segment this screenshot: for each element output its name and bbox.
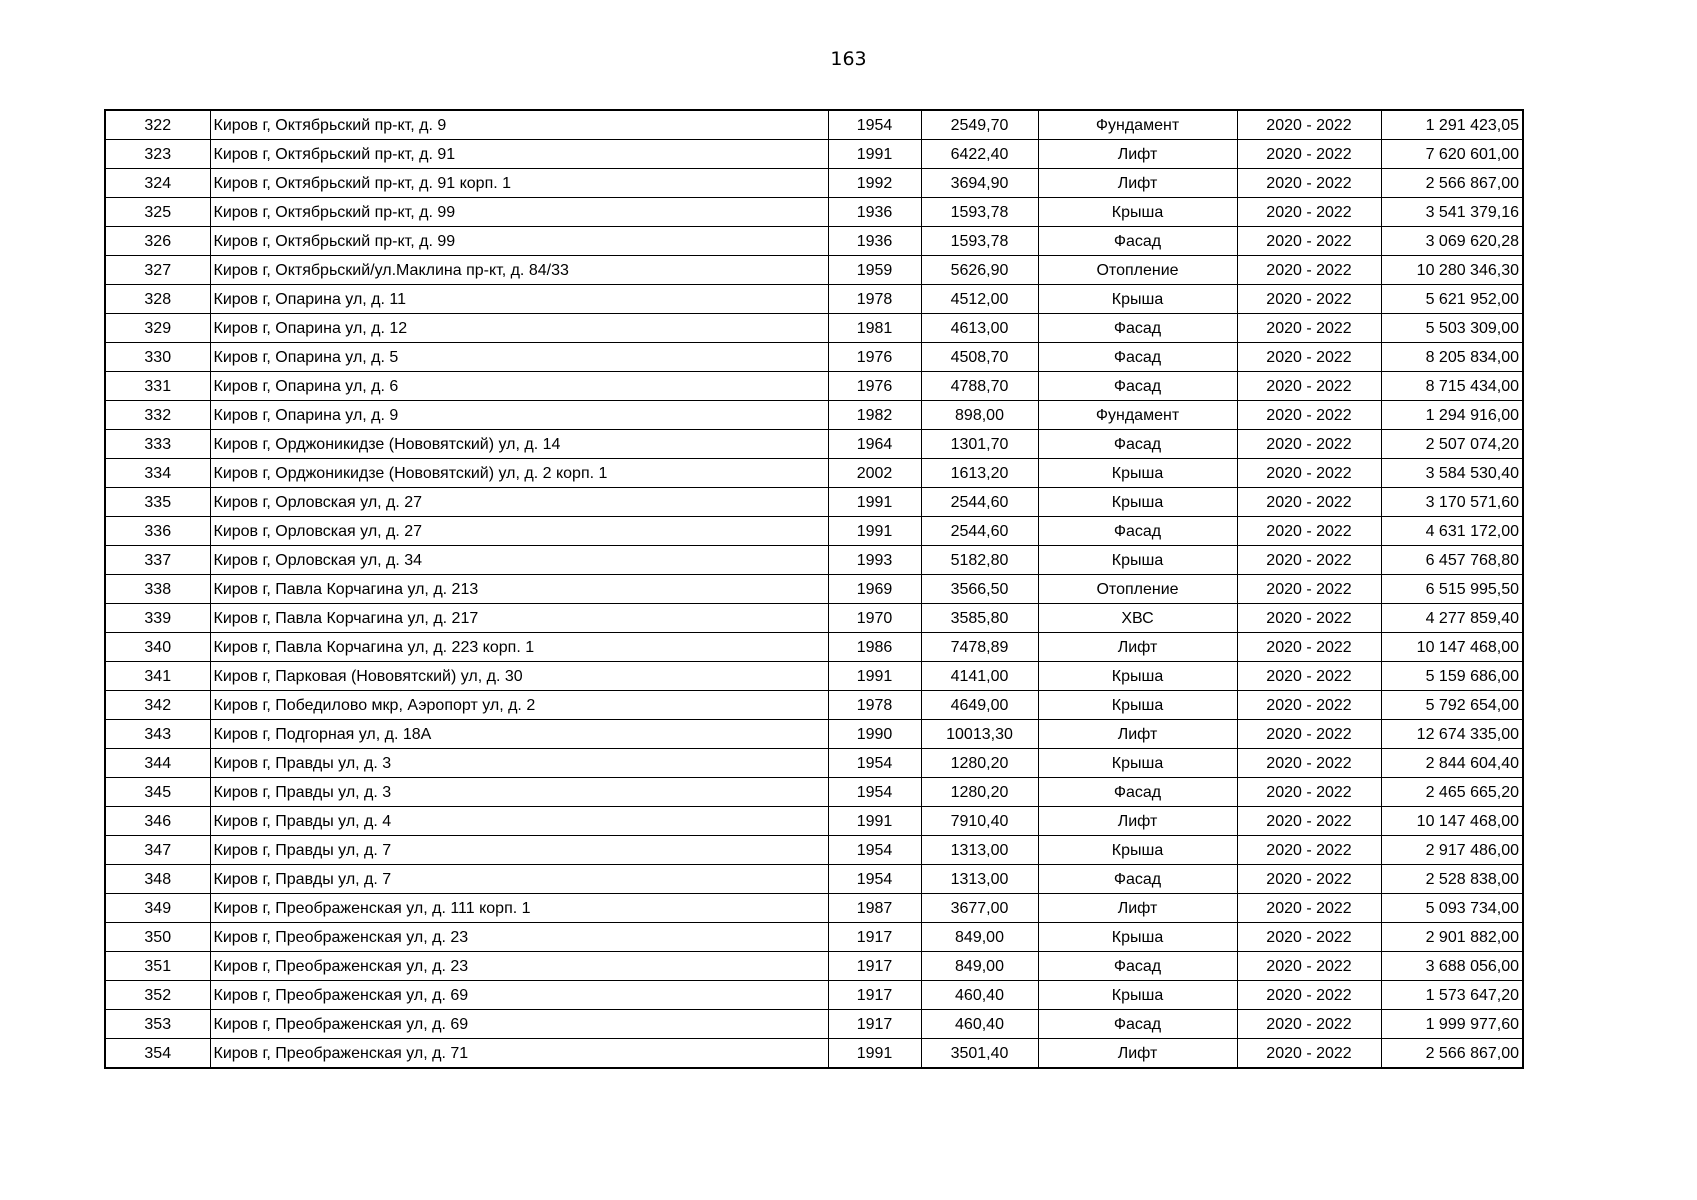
cost-cell: 1 291 423,05 <box>1381 110 1523 140</box>
table-row <box>105 807 1523 836</box>
year-cell: 1959 <box>828 256 921 285</box>
page-number: 163 <box>830 48 867 70</box>
row-number: 326 <box>105 227 210 256</box>
table-row <box>105 343 1523 372</box>
area-cell: 1280,20 <box>921 778 1038 807</box>
year-cell: 1986 <box>828 633 921 662</box>
area-cell: 6422,40 <box>921 140 1038 169</box>
year-cell: 1917 <box>828 952 921 981</box>
work-type-cell: Фундамент <box>1038 110 1237 140</box>
cost-cell: 1 573 647,20 <box>1381 981 1523 1010</box>
work-type-cell: Крыша <box>1038 691 1237 720</box>
work-type-cell: Лифт <box>1038 1039 1237 1069</box>
area-cell: 4613,00 <box>921 314 1038 343</box>
work-type-cell: Фасад <box>1038 227 1237 256</box>
year-cell: 2002 <box>828 459 921 488</box>
row-number: 332 <box>105 401 210 430</box>
period-cell: 2020 - 2022 <box>1237 227 1381 256</box>
year-cell: 1981 <box>828 314 921 343</box>
cost-cell: 5 159 686,00 <box>1381 662 1523 691</box>
cost-cell: 1 294 916,00 <box>1381 401 1523 430</box>
table-row <box>105 285 1523 314</box>
period-cell: 2020 - 2022 <box>1237 401 1381 430</box>
area-cell: 4141,00 <box>921 662 1038 691</box>
area-cell: 3694,90 <box>921 169 1038 198</box>
address-cell: Киров г, Опарина ул, д. 11 <box>210 285 828 314</box>
area-cell: 1313,00 <box>921 836 1038 865</box>
table-row <box>105 749 1523 778</box>
address-cell: Киров г, Опарина ул, д. 6 <box>210 372 828 401</box>
year-cell: 1954 <box>828 778 921 807</box>
cost-cell: 8 715 434,00 <box>1381 372 1523 401</box>
area-cell: 5626,90 <box>921 256 1038 285</box>
period-cell: 2020 - 2022 <box>1237 604 1381 633</box>
address-cell: Киров г, Павла Корчагина ул, д. 213 <box>210 575 828 604</box>
row-number: 327 <box>105 256 210 285</box>
year-cell: 1978 <box>828 285 921 314</box>
year-cell: 1964 <box>828 430 921 459</box>
table-row <box>105 256 1523 285</box>
cost-cell: 1 999 977,60 <box>1381 1010 1523 1039</box>
table-row <box>105 517 1523 546</box>
cost-cell: 2 507 074,20 <box>1381 430 1523 459</box>
row-number: 345 <box>105 778 210 807</box>
work-type-cell: Фасад <box>1038 1010 1237 1039</box>
table-row <box>105 923 1523 952</box>
work-type-cell: Крыша <box>1038 662 1237 691</box>
period-cell: 2020 - 2022 <box>1237 894 1381 923</box>
work-type-cell: Отопление <box>1038 256 1237 285</box>
row-number: 353 <box>105 1010 210 1039</box>
area-cell: 4512,00 <box>921 285 1038 314</box>
address-cell: Киров г, Правды ул, д. 7 <box>210 865 828 894</box>
period-cell: 2020 - 2022 <box>1237 372 1381 401</box>
area-cell: 2544,60 <box>921 488 1038 517</box>
year-cell: 1954 <box>828 110 921 140</box>
year-cell: 1936 <box>828 198 921 227</box>
table-row <box>105 778 1523 807</box>
period-cell: 2020 - 2022 <box>1237 256 1381 285</box>
area-cell: 4508,70 <box>921 343 1038 372</box>
table-row <box>105 488 1523 517</box>
address-cell: Киров г, Преображенская ул, д. 69 <box>210 1010 828 1039</box>
table-row <box>105 110 1523 140</box>
area-cell: 3677,00 <box>921 894 1038 923</box>
address-cell: Киров г, Октябрьский пр-кт, д. 9 <box>210 110 828 140</box>
table-body <box>105 110 1523 1068</box>
work-type-cell: Фасад <box>1038 372 1237 401</box>
period-cell: 2020 - 2022 <box>1237 343 1381 372</box>
period-cell: 2020 - 2022 <box>1237 662 1381 691</box>
table-row <box>105 198 1523 227</box>
row-number: 344 <box>105 749 210 778</box>
cost-cell: 3 584 530,40 <box>1381 459 1523 488</box>
area-cell: 849,00 <box>921 952 1038 981</box>
address-cell: Киров г, Преображенская ул, д. 69 <box>210 981 828 1010</box>
table-row <box>105 662 1523 691</box>
cost-cell: 6 515 995,50 <box>1381 575 1523 604</box>
row-number: 349 <box>105 894 210 923</box>
area-cell: 7478,89 <box>921 633 1038 662</box>
work-type-cell: Лифт <box>1038 140 1237 169</box>
period-cell: 2020 - 2022 <box>1237 198 1381 227</box>
cost-cell: 6 457 768,80 <box>1381 546 1523 575</box>
area-cell: 460,40 <box>921 1010 1038 1039</box>
period-cell: 2020 - 2022 <box>1237 140 1381 169</box>
table-row <box>105 865 1523 894</box>
cost-cell: 5 792 654,00 <box>1381 691 1523 720</box>
period-cell: 2020 - 2022 <box>1237 691 1381 720</box>
cost-cell: 2 901 882,00 <box>1381 923 1523 952</box>
table-row <box>105 314 1523 343</box>
address-cell: Киров г, Октябрьский пр-кт, д. 99 <box>210 198 828 227</box>
table-row <box>105 836 1523 865</box>
row-number: 337 <box>105 546 210 575</box>
period-cell: 2020 - 2022 <box>1237 952 1381 981</box>
cost-cell: 2 465 665,20 <box>1381 778 1523 807</box>
table-row <box>105 227 1523 256</box>
work-type-cell: Крыша <box>1038 749 1237 778</box>
row-number: 339 <box>105 604 210 633</box>
table-row <box>105 894 1523 923</box>
address-cell: Киров г, Опарина ул, д. 12 <box>210 314 828 343</box>
address-cell: Киров г, Преображенская ул, д. 111 корп. 1 <box>210 894 828 923</box>
table-row <box>105 459 1523 488</box>
work-type-cell: Лифт <box>1038 720 1237 749</box>
area-cell: 5182,80 <box>921 546 1038 575</box>
table-row <box>105 430 1523 459</box>
year-cell: 1917 <box>828 1010 921 1039</box>
cost-cell: 10 280 346,30 <box>1381 256 1523 285</box>
work-type-cell: Крыша <box>1038 923 1237 952</box>
work-type-cell: Крыша <box>1038 546 1237 575</box>
period-cell: 2020 - 2022 <box>1237 546 1381 575</box>
area-cell: 3566,50 <box>921 575 1038 604</box>
row-number: 343 <box>105 720 210 749</box>
address-cell: Киров г, Павла Корчагина ул, д. 217 <box>210 604 828 633</box>
period-cell: 2020 - 2022 <box>1237 517 1381 546</box>
period-cell: 2020 - 2022 <box>1237 575 1381 604</box>
work-type-cell: Крыша <box>1038 198 1237 227</box>
area-cell: 460,40 <box>921 981 1038 1010</box>
period-cell: 2020 - 2022 <box>1237 110 1381 140</box>
cost-cell: 2 844 604,40 <box>1381 749 1523 778</box>
period-cell: 2020 - 2022 <box>1237 923 1381 952</box>
year-cell: 1976 <box>828 343 921 372</box>
area-cell: 1593,78 <box>921 198 1038 227</box>
cost-cell: 3 170 571,60 <box>1381 488 1523 517</box>
year-cell: 1991 <box>828 140 921 169</box>
table-row <box>105 952 1523 981</box>
cost-cell: 5 503 309,00 <box>1381 314 1523 343</box>
year-cell: 1976 <box>828 372 921 401</box>
row-number: 323 <box>105 140 210 169</box>
area-cell: 1301,70 <box>921 430 1038 459</box>
row-number: 333 <box>105 430 210 459</box>
table-row <box>105 401 1523 430</box>
period-cell: 2020 - 2022 <box>1237 778 1381 807</box>
period-cell: 2020 - 2022 <box>1237 807 1381 836</box>
cost-cell: 3 069 620,28 <box>1381 227 1523 256</box>
address-cell: Киров г, Опарина ул, д. 9 <box>210 401 828 430</box>
row-number: 329 <box>105 314 210 343</box>
period-cell: 2020 - 2022 <box>1237 459 1381 488</box>
cost-cell: 12 674 335,00 <box>1381 720 1523 749</box>
area-cell: 1280,20 <box>921 749 1038 778</box>
year-cell: 1969 <box>828 575 921 604</box>
work-type-cell: Фасад <box>1038 343 1237 372</box>
address-cell: Киров г, Орловская ул, д. 27 <box>210 517 828 546</box>
year-cell: 1978 <box>828 691 921 720</box>
area-cell: 2544,60 <box>921 517 1038 546</box>
address-cell: Киров г, Орджоникидзе (Нововятский) ул, д. 2 корп. 1 <box>210 459 828 488</box>
row-number: 351 <box>105 952 210 981</box>
work-type-cell: Лифт <box>1038 807 1237 836</box>
row-number: 347 <box>105 836 210 865</box>
period-cell: 2020 - 2022 <box>1237 836 1381 865</box>
work-type-cell: Крыша <box>1038 488 1237 517</box>
area-cell: 849,00 <box>921 923 1038 952</box>
area-cell: 4788,70 <box>921 372 1038 401</box>
period-cell: 2020 - 2022 <box>1237 633 1381 662</box>
table-row <box>105 169 1523 198</box>
address-cell: Киров г, Преображенская ул, д. 23 <box>210 923 828 952</box>
row-number: 335 <box>105 488 210 517</box>
work-type-cell: Фасад <box>1038 952 1237 981</box>
table-row <box>105 604 1523 633</box>
address-cell: Киров г, Опарина ул, д. 5 <box>210 343 828 372</box>
period-cell: 2020 - 2022 <box>1237 1010 1381 1039</box>
work-type-cell: Лифт <box>1038 633 1237 662</box>
period-cell: 2020 - 2022 <box>1237 430 1381 459</box>
table-row <box>105 1039 1523 1069</box>
cost-cell: 7 620 601,00 <box>1381 140 1523 169</box>
row-number: 348 <box>105 865 210 894</box>
row-number: 340 <box>105 633 210 662</box>
area-cell: 2549,70 <box>921 110 1038 140</box>
address-cell: Киров г, Победилово мкр, Аэропорт ул, д. 2 <box>210 691 828 720</box>
address-cell: Киров г, Преображенская ул, д. 71 <box>210 1039 828 1069</box>
table-row <box>105 691 1523 720</box>
table-row <box>105 633 1523 662</box>
row-number: 322 <box>105 110 210 140</box>
row-number: 352 <box>105 981 210 1010</box>
area-cell: 3501,40 <box>921 1039 1038 1069</box>
row-number: 350 <box>105 923 210 952</box>
area-cell: 7910,40 <box>921 807 1038 836</box>
year-cell: 1993 <box>828 546 921 575</box>
year-cell: 1990 <box>828 720 921 749</box>
address-cell: Киров г, Подгорная ул, д. 18А <box>210 720 828 749</box>
cost-cell: 2 528 838,00 <box>1381 865 1523 894</box>
table-row <box>105 1010 1523 1039</box>
area-cell: 898,00 <box>921 401 1038 430</box>
address-cell: Киров г, Октябрьский/ул.Маклина пр-кт, д. 84/33 <box>210 256 828 285</box>
area-cell: 1313,00 <box>921 865 1038 894</box>
work-type-cell: Фасад <box>1038 778 1237 807</box>
period-cell: 2020 - 2022 <box>1237 749 1381 778</box>
cost-cell: 10 147 468,00 <box>1381 807 1523 836</box>
address-cell: Киров г, Павла Корчагина ул, д. 223 корп. 1 <box>210 633 828 662</box>
area-cell: 1613,20 <box>921 459 1038 488</box>
work-type-cell: Крыша <box>1038 459 1237 488</box>
work-type-cell: Лифт <box>1038 169 1237 198</box>
row-number: 334 <box>105 459 210 488</box>
address-cell: Киров г, Правды ул, д. 7 <box>210 836 828 865</box>
row-number: 354 <box>105 1039 210 1069</box>
work-type-cell: Фундамент <box>1038 401 1237 430</box>
cost-cell: 3 541 379,16 <box>1381 198 1523 227</box>
cost-cell: 2 566 867,00 <box>1381 169 1523 198</box>
address-cell: Киров г, Октябрьский пр-кт, д. 91 <box>210 140 828 169</box>
table-row <box>105 575 1523 604</box>
table-row <box>105 981 1523 1010</box>
cost-cell: 2 917 486,00 <box>1381 836 1523 865</box>
period-cell: 2020 - 2022 <box>1237 1039 1381 1069</box>
row-number: 324 <box>105 169 210 198</box>
year-cell: 1954 <box>828 836 921 865</box>
period-cell: 2020 - 2022 <box>1237 720 1381 749</box>
year-cell: 1991 <box>828 1039 921 1069</box>
year-cell: 1992 <box>828 169 921 198</box>
cost-cell: 8 205 834,00 <box>1381 343 1523 372</box>
address-cell: Киров г, Октябрьский пр-кт, д. 91 корп. 1 <box>210 169 828 198</box>
year-cell: 1936 <box>828 227 921 256</box>
year-cell: 1991 <box>828 488 921 517</box>
period-cell: 2020 - 2022 <box>1237 169 1381 198</box>
cost-cell: 5 093 734,00 <box>1381 894 1523 923</box>
period-cell: 2020 - 2022 <box>1237 865 1381 894</box>
period-cell: 2020 - 2022 <box>1237 285 1381 314</box>
work-type-cell: Крыша <box>1038 836 1237 865</box>
cost-cell: 3 688 056,00 <box>1381 952 1523 981</box>
address-cell: Киров г, Октябрьский пр-кт, д. 99 <box>210 227 828 256</box>
cost-cell: 4 631 172,00 <box>1381 517 1523 546</box>
row-number: 341 <box>105 662 210 691</box>
table-row <box>105 720 1523 749</box>
area-cell: 1593,78 <box>921 227 1038 256</box>
work-type-cell: Крыша <box>1038 285 1237 314</box>
row-number: 338 <box>105 575 210 604</box>
year-cell: 1987 <box>828 894 921 923</box>
work-type-cell: Фасад <box>1038 430 1237 459</box>
area-cell: 10013,30 <box>921 720 1038 749</box>
cost-cell: 5 621 952,00 <box>1381 285 1523 314</box>
year-cell: 1917 <box>828 981 921 1010</box>
table-row <box>105 372 1523 401</box>
repair-schedule-table <box>104 109 1524 1069</box>
year-cell: 1917 <box>828 923 921 952</box>
work-type-cell: Лифт <box>1038 894 1237 923</box>
year-cell: 1954 <box>828 749 921 778</box>
address-cell: Киров г, Правды ул, д. 3 <box>210 778 828 807</box>
address-cell: Киров г, Парковая (Нововятский) ул, д. 30 <box>210 662 828 691</box>
row-number: 336 <box>105 517 210 546</box>
address-cell: Киров г, Орджоникидзе (Нововятский) ул, д. 14 <box>210 430 828 459</box>
table-row <box>105 140 1523 169</box>
work-type-cell: Фасад <box>1038 865 1237 894</box>
row-number: 331 <box>105 372 210 401</box>
row-number: 346 <box>105 807 210 836</box>
work-type-cell: Фасад <box>1038 314 1237 343</box>
year-cell: 1991 <box>828 662 921 691</box>
area-cell: 4649,00 <box>921 691 1038 720</box>
year-cell: 1991 <box>828 807 921 836</box>
year-cell: 1991 <box>828 517 921 546</box>
address-cell: Киров г, Орловская ул, д. 27 <box>210 488 828 517</box>
year-cell: 1954 <box>828 865 921 894</box>
row-number: 342 <box>105 691 210 720</box>
address-cell: Киров г, Орловская ул, д. 34 <box>210 546 828 575</box>
cost-cell: 4 277 859,40 <box>1381 604 1523 633</box>
row-number: 325 <box>105 198 210 227</box>
work-type-cell: Отопление <box>1038 575 1237 604</box>
cost-cell: 2 566 867,00 <box>1381 1039 1523 1069</box>
period-cell: 2020 - 2022 <box>1237 981 1381 1010</box>
address-cell: Киров г, Правды ул, д. 4 <box>210 807 828 836</box>
area-cell: 3585,80 <box>921 604 1038 633</box>
row-number: 330 <box>105 343 210 372</box>
year-cell: 1970 <box>828 604 921 633</box>
address-cell: Киров г, Правды ул, д. 3 <box>210 749 828 778</box>
work-type-cell: ХВС <box>1038 604 1237 633</box>
work-type-cell: Фасад <box>1038 517 1237 546</box>
work-type-cell: Крыша <box>1038 981 1237 1010</box>
row-number: 328 <box>105 285 210 314</box>
table-row <box>105 546 1523 575</box>
address-cell: Киров г, Преображенская ул, д. 23 <box>210 952 828 981</box>
period-cell: 2020 - 2022 <box>1237 314 1381 343</box>
period-cell: 2020 - 2022 <box>1237 488 1381 517</box>
cost-cell: 10 147 468,00 <box>1381 633 1523 662</box>
year-cell: 1982 <box>828 401 921 430</box>
